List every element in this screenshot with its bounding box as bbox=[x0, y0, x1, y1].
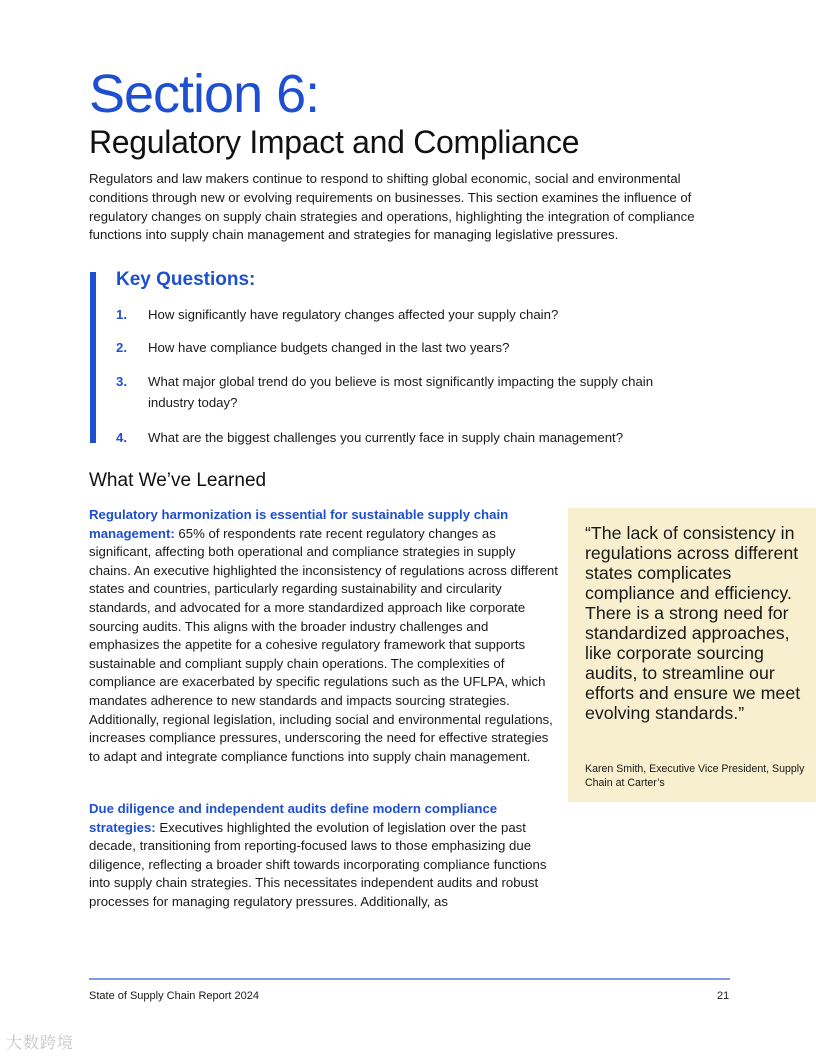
paragraph-lead: Regulatory harmonization is essential for sustainable supply chain management: bbox=[89, 507, 509, 541]
question-number: 3. bbox=[116, 374, 127, 389]
body-paragraph bbox=[89, 800, 559, 912]
question-number: 2. bbox=[116, 340, 127, 355]
paragraph-text: Executives highlighted the evolution of legislation over the past decade, transitioning from reporting-focused laws to those emphasizing due diligence, reflecting a broader shift towards incorporating compliance functions into supply chain strategies. This necessitates independent audits and robust processes for managing regulatory pressures. Additionally, as bbox=[89, 819, 547, 909]
page-number: 21 bbox=[717, 990, 730, 1002]
question-text: How have compliance budgets changed in the last two years? bbox=[148, 340, 510, 355]
footer-report-name: State of Supply Chain Report 2024 bbox=[89, 990, 260, 1002]
question-text: How significantly have regulatory changes affected your supply chain? bbox=[148, 307, 559, 322]
paragraph-text: 65% of respondents rate recent regulatory changes as significant, affecting both operational and compliance strategies in supply chains. An executive highlighted the inconsistency of regulations across different states and countries, particularly regarding sustainability and circularity standards, and advocated for a more standardized approach like corporate sourcing audits. This aligns with the broader industry challenges and emphasizes the appetite for a cohesive regulatory framework that supports sustainable and compliant supply chain operations. The complexities of compliance are exacerbated by specific regulations such as the UFLPA, which mandates adherence to new standards and impacts sourcing strategies. Additionally, regional legislation, including social and environmental regulations, increases compliance pressures, underscoring the need for effective strategies to adapt and integrate compliance functions into supply chain management. bbox=[89, 525, 558, 764]
question-text: What major global trend do you believe is most significantly impacting the supply chain industry today? bbox=[148, 374, 654, 410]
question-text: What are the biggest challenges you currently face in supply chain management? bbox=[148, 430, 624, 445]
question-item bbox=[116, 304, 696, 325]
body-paragraph bbox=[89, 506, 559, 766]
question-item bbox=[116, 371, 696, 413]
question-number: 4. bbox=[116, 430, 127, 445]
question-number: 1. bbox=[116, 307, 127, 322]
footer-rule bbox=[89, 978, 730, 980]
quote-attribution: Karen Smith, Executive Vice President, Supply Chain at Carter’s bbox=[585, 763, 805, 789]
section-number: Section 6: bbox=[89, 64, 320, 124]
key-questions-title: Key Questions: bbox=[116, 269, 256, 290]
watermark: 大数跨境 bbox=[6, 1035, 75, 1052]
paragraph-lead: Due diligence and independent audits define modern compliance strategies: bbox=[89, 801, 498, 835]
question-item bbox=[116, 427, 696, 448]
pull-quote: “The lack of consistency in regulations across different states complicates compliance and efficiency. There is a strong need for standardized approaches, like corporate sourcing audits, to streamline our efforts and ensure we meet evolving standards.” bbox=[585, 523, 801, 723]
question-item bbox=[116, 337, 696, 358]
intro-paragraph: Regulators and law makers continue to respond to shifting global economic, social and environmental conditions through new or evolving requirements on businesses. This section examines the influence of regulatory changes on supply chain strategies and operations, highlighting the integration of compliance functions into supply chain management and strategies for managing legislative pressures. bbox=[89, 171, 695, 243]
learned-heading: What We’ve Learned bbox=[89, 470, 267, 491]
key-questions-bar bbox=[90, 272, 96, 443]
page-title: Regulatory Impact and Compliance bbox=[89, 124, 580, 160]
